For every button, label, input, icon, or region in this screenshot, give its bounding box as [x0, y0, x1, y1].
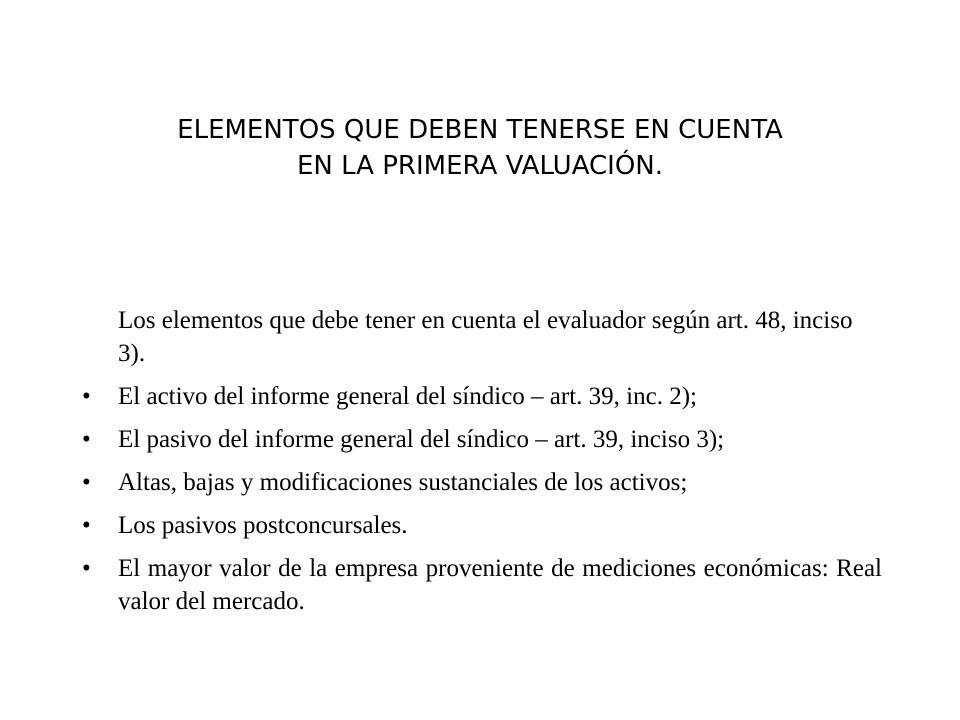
bullet-dot-icon: •: [82, 512, 91, 539]
bullet-dot-icon: •: [82, 469, 91, 496]
slide-title-line-2: EN LA PRIMERA VALUACIÓN.: [296, 151, 664, 181]
slide-title: [80, 112, 880, 184]
bullet-item: [80, 552, 882, 618]
bullet-text: El activo del informe general del síndico – art. 39, inc. 2);: [118, 383, 697, 410]
bullet-text: El mayor valor de la empresa proveniente de mediciones económicas: Real valor del mercado.: [118, 555, 882, 615]
slide-title-line-1: ELEMENTOS QUE DEBEN TENERSE EN CUENTA: [177, 115, 783, 145]
bullet-item: [80, 466, 882, 499]
bullet-dot-icon: •: [82, 426, 91, 453]
intro-paragraph: Los elementos que debe tener en cuenta el evaluador según art. 48, inciso 3).: [118, 307, 853, 367]
bullet-item: [80, 380, 882, 413]
bullet-item: [80, 509, 882, 542]
bullet-text: El pasivo del informe general del síndico – art. 39, inciso 3);: [118, 426, 725, 453]
bullet-text: Los pasivos postconcursales.: [118, 512, 408, 539]
bullet-dot-icon: •: [82, 383, 91, 410]
bullet-list: [80, 380, 882, 628]
bullet-dot-icon: •: [82, 555, 91, 582]
bullet-text: Altas, bajas y modificaciones sustanciales de los activos;: [118, 469, 688, 496]
bullet-item: [80, 423, 882, 456]
